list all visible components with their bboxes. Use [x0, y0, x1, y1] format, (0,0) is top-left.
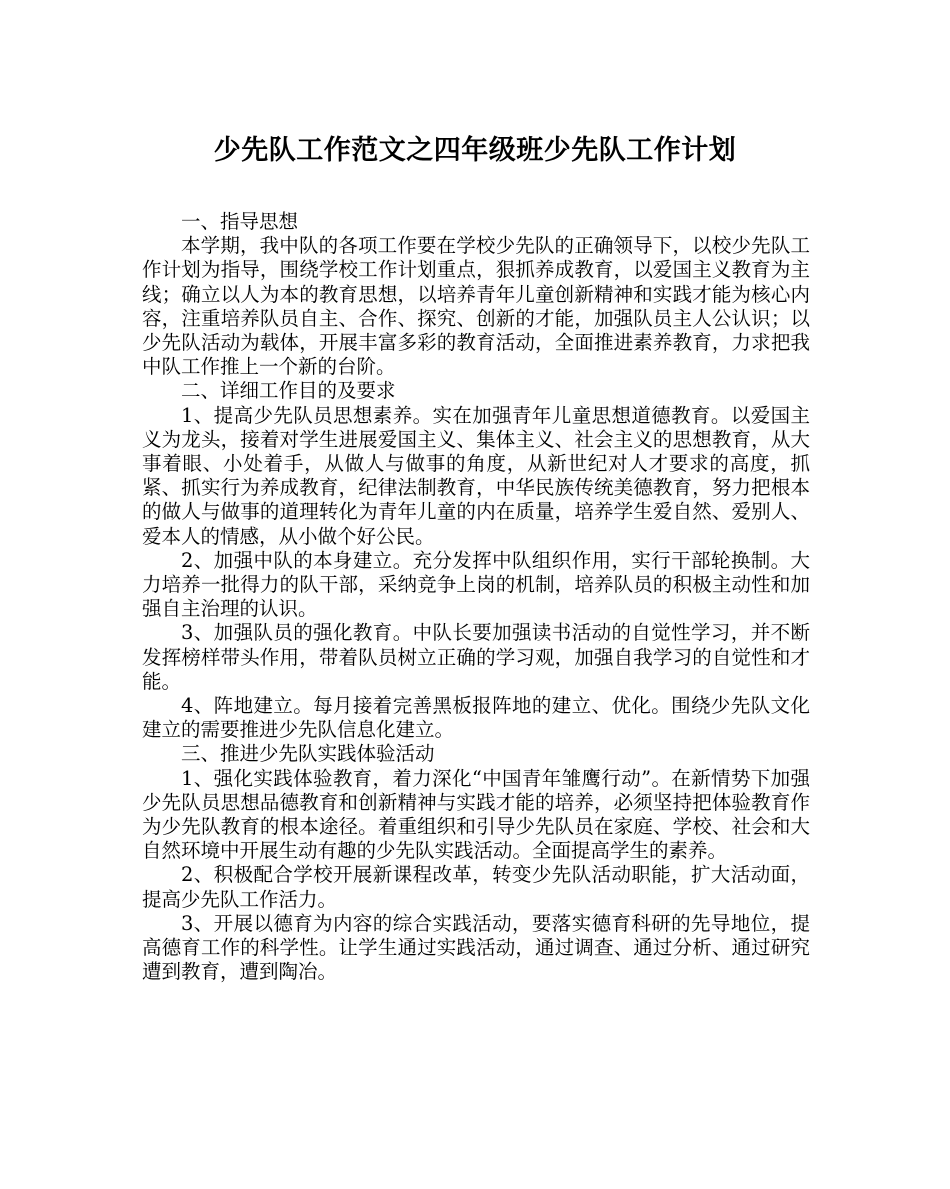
paragraph-activity-3: 3、开展以德育为内容的综合实践活动，要落实德育科研的先导地位，提高德育工作的科学性。让学生通过实践活动，通过调查、通过分析、通过研究遭到教育，遭到陶冶。	[142, 911, 810, 984]
paragraph-goal-1: 1、提高少先队员思想素养。实在加强青年儿童思想道德教育。以爱国主义为龙头，接着对学生进展爱国主义、集体主义、社会主义的思想教育，从大事着眼、小处着手，从做人与做事的角度，从新世纪对人才要求的高度，抓紧、抓实行为养成教育，纪律法制教育，中华民族传统美德教育，努力把根本的做人与做事的道理转化为青年儿童的内在质量，培养学生爱自然、爱别人、爱本人的情感，从小做个好公民。	[142, 403, 810, 548]
document-title: 少先队工作范文之四年级班少先队工作计划	[213, 135, 737, 166]
section-heading-goals: 二、详细工作目的及要求	[181, 379, 396, 403]
paragraph-activity-2: 2、积极配合学校开展新课程改革，转变少先队活动职能，扩大活动面，提高少先队工作活力。	[142, 863, 810, 911]
section-heading-activities: 三、推进少先队实践体验活动	[181, 742, 435, 766]
section-heading-guiding-thought: 一、指导思想	[181, 210, 299, 233]
paragraph-activity-1: 1、强化实践体验教育，着力深化“中国青年雏鹰行动”。在新情势下加强少先队员思想品德教育和创新精神与实践才能的培养，必须坚持把体验教育作为少先队教育的根本途径。着重组织和引导少先队员在家庭、学校、社会和大自然环境中开展生动有趣的少先队实践活动。全面提高学生的素养。	[142, 766, 810, 863]
paragraph-goal-4: 4、阵地建立。每月接着完善黑板报阵地的建立、优化。围绕少先队文化建立的需要推进少先队信息化建立。	[142, 694, 810, 742]
paragraph-goal-2: 2、加强中队的本身建立。充分发挥中队组织作用，实行干部轮换制。大力培养一批得力的队干部，采纳竞争上岗的机制，培养队员的积极主动性和加强自主治理的认识。	[142, 548, 810, 621]
document-body	[142, 210, 810, 985]
paragraph-goal-3: 3、加强队员的强化教育。中队长要加强读书活动的自觉性学习，并不断发挥榜样带头作用，带着队员树立正确的学习观，加强自我学习的自觉性和才能。	[142, 621, 810, 693]
paragraph-guiding-thought: 本学期，我中队的各项工作要在学校少先队的正确领导下，以校少先队工作计划为指导，围绕学校工作计划重点，狠抓养成教育，以爱国主义教育为主线；确立以人为本的教育思想，以培养青年儿童创新精神和实践才能为核心内容，注重培养队员自主、合作、探究、创新的才能，加强队员主人公认识；以少先队活动为载体，开展丰富多彩的教育活动，全面推进素养教育，力求把我中队工作推上一个新的台阶。	[142, 234, 810, 379]
